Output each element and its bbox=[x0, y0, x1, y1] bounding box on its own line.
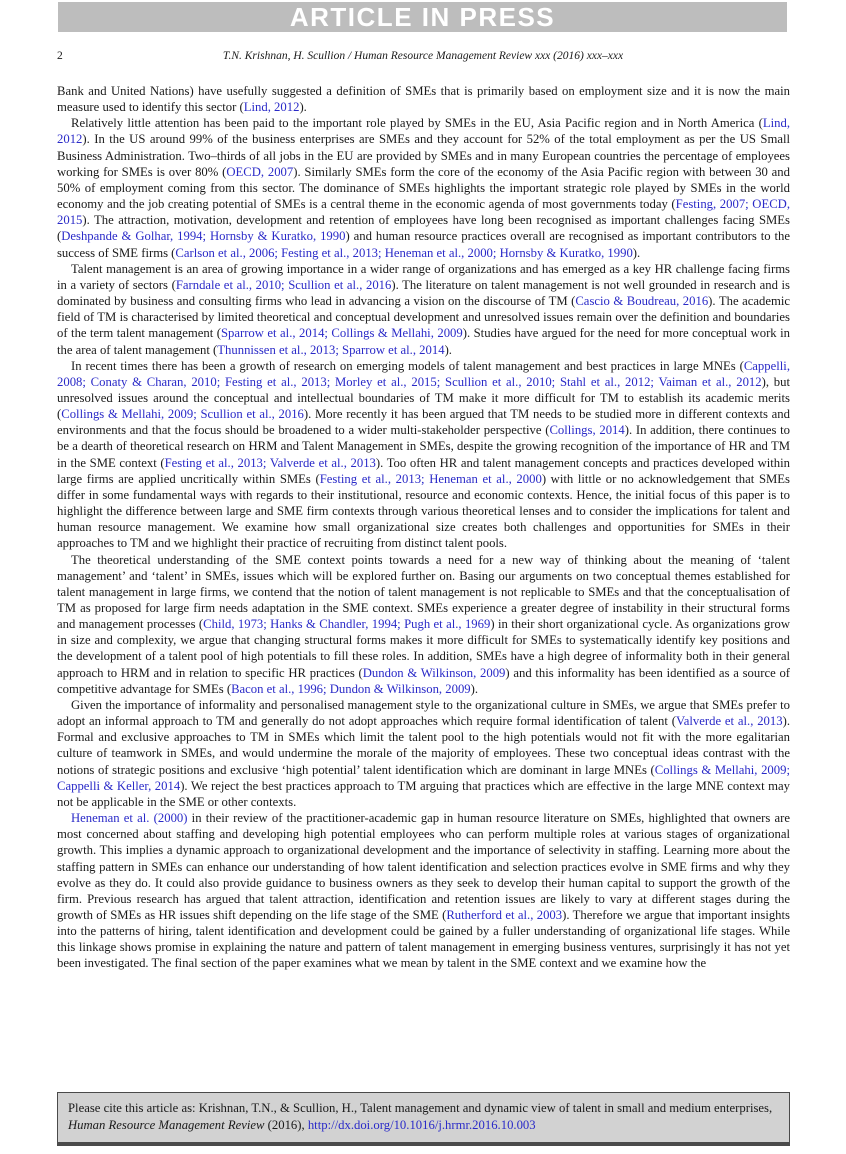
citation-link[interactable]: Sparrow et al., 2014; Collings & Mellahi, 2009 bbox=[220, 326, 463, 341]
body-text: ) and this informality has been identified as a source of competitive advantage for SMEs ( bbox=[57, 665, 790, 696]
body-text: ). bbox=[632, 245, 641, 260]
body-text: Given the importance of informality and personalised management style to the organizational culture in SMEs, we argue that SMEs prefer to adopt an informal approach to TM and generally do not adopt approaches which require formal identification of talent ( bbox=[57, 697, 790, 729]
citation-link[interactable]: Festing, 2007; OECD, 2015 bbox=[57, 197, 790, 228]
citation-link[interactable]: Thunnissen et al., 2013; Sparrow et al., 2014 bbox=[217, 342, 445, 357]
article-body bbox=[57, 83, 790, 1086]
body-text: ), but unresolved issues around the conceptual and intellectual boundaries of TM make it more difficult for TM to establish its academic merits ( bbox=[57, 374, 790, 422]
body-text: ). The literature on talent management is not well grounded in research and is dominated by business and consulting firms who lead in advancing a vision on the discourse of TM ( bbox=[57, 277, 790, 309]
paragraph bbox=[57, 552, 790, 697]
paragraph bbox=[57, 261, 790, 358]
citation-link[interactable]: Collings, 2014 bbox=[549, 423, 625, 438]
body-text: ). The academic field of TM is characterised by limited theoretical and conceptual development and unresolved issues remain over the definition and boundaries of the term talent management ( bbox=[57, 294, 790, 341]
body-text: Relatively little attention has been paid to the important role played by SMEs in the EU, Asia Pacific region and in North America ( bbox=[71, 116, 763, 131]
paragraph bbox=[57, 810, 790, 972]
body-text: ). In the US around 99% of the business enterprises are SMEs and they account for 52% of the total employment as per the US Small Business Administration. Two–thirds of all jobs in the EU are provided by SMEs and in many European countries the percentage of employees working for SMEs is over 80% ( bbox=[57, 132, 790, 179]
body-text: Please cite this article as: Krishnan, T.N., & Scullion, H., Talent management and dynamic view of talent in small and medium enterprises, bbox=[68, 1101, 773, 1115]
citation-link[interactable]: Heneman et al. (2000) bbox=[71, 811, 188, 826]
body-text: ) with little or no acknowledgement that SMEs differ in some fundamental ways with regards to their institutional, resource and economic contexts. Hence, the initial focus of this paper is to highlight the difference between large and SME firm contexts through various theoretical lenses and to consider the implications for talent and human resource management. We examine how small organizational size creates both challenges and opportunities for SMEs in their approaches to TM and we highlight their practice of recruiting from distinct talent pools. bbox=[57, 471, 790, 551]
citation-link[interactable]: Collings & Mellahi, 2009; Scullion et al., 2016 bbox=[61, 407, 304, 422]
body-text: ). Studies have argued for the need for more conceptual work in the area of talent management ( bbox=[57, 326, 790, 357]
citation-link[interactable]: Rutherford et al., 2003 bbox=[446, 907, 563, 922]
citation-link[interactable]: OECD, 2007 bbox=[226, 164, 294, 179]
body-text: ). Therefore we argue that important insights into the patterns of hiring, talent identification and development could be gained by a fuller understanding of organizational life stages. While this linkage shows promise in explaining the nature and pattern of talent management in emerging business ventures, surprisingly it has not yet been investigated. The final section of the paper examines what we mean by talent in the SME context and we examine how the bbox=[57, 907, 790, 971]
body-text: ). bbox=[470, 681, 479, 696]
citation-notice-box bbox=[57, 1092, 790, 1146]
body-text: Talent management is an area of growing importance in a wider range of organizations and has emerged as a key HR challenge facing firms in a variety of sectors ( bbox=[57, 261, 790, 292]
citation-link[interactable]: Valverde et al., 2013 bbox=[675, 714, 783, 729]
citation-link[interactable]: Festing et al., 2013; Valverde et al., 2013 bbox=[164, 455, 376, 470]
body-text: ) and human resource practices overall are recognised as important contributors to the success of SME firms ( bbox=[57, 229, 790, 260]
citation-link[interactable]: Dundon & Wilkinson, 2009 bbox=[362, 665, 506, 680]
banner-title: ARTICLE IN PRESS bbox=[289, 2, 556, 32]
body-text: ). The attraction, motivation, development and retention of employees have long been recognised as important challenges facing SMEs ( bbox=[57, 213, 790, 244]
body-text: (2016), bbox=[264, 1118, 308, 1132]
body-text: ). Similarly SMEs form the core of the economy of the Asia Pacific region with between 30 and 50% of employment coming from this sector. The dominance of SMEs highlights the important strategic role played by SMEs in the world economy and the job creating potential of SMEs is a central theme in the economic agenda of most governments today ( bbox=[57, 164, 790, 212]
body-text: In recent times there has been a growth of research on emerging models of talent management and best practices in large MNEs ( bbox=[71, 358, 744, 373]
citation-link[interactable]: Cappelli, 2008; Conaty & Charan, 2010; Festing et al., 2013; Morley et al., 2015; Scullion et al., 2010; Stahl et al., 2012; Vaiman et al., 2012 bbox=[57, 358, 790, 389]
citation-link[interactable]: Cascio & Boudreau, 2016 bbox=[575, 294, 709, 309]
body-text: ). More recently it has been argued that TM needs to be studied more in different contexts and environments and that the focus should be broadened to a wider multi-stakeholder perspective ( bbox=[57, 407, 790, 438]
running-head-text: T.N. Krishnan, H. Scullion / Human Resource Management Review xxx (2016) xxx–xxx bbox=[222, 50, 624, 62]
paragraph bbox=[57, 358, 790, 552]
citation-link[interactable]: Collings & Mellahi, 2009; Cappelli & Keller, 2014 bbox=[57, 762, 790, 793]
body-text: Bank and United Nations) have usefully suggested a definition of SMEs that is primarily based on employment size and it is now the main measure used to identify this sector ( bbox=[57, 84, 790, 115]
body-text: ). bbox=[299, 100, 307, 115]
doi-link[interactable]: http://dx.doi.org/10.1016/j.hrmr.2016.10.003 bbox=[307, 1118, 536, 1132]
running-head bbox=[57, 50, 789, 62]
citation-link[interactable]: Lind, 2012 bbox=[243, 100, 300, 115]
paragraph bbox=[57, 83, 790, 115]
citation-link[interactable]: Child, 1973; Hanks & Chandler, 1994; Pugh et al., 1969 bbox=[203, 617, 491, 632]
paragraph bbox=[57, 697, 790, 810]
citation-link[interactable]: Bacon et al., 1996; Dundon & Wilkinson, 2009 bbox=[231, 681, 471, 696]
citation-link[interactable]: Festing et al., 2013; Heneman et al., 2000 bbox=[319, 471, 542, 486]
body-text: ). We reject the best practices approach to TM arguing that practices which are effective in the large MNE context may not be applicable in the SME or other contexts. bbox=[57, 778, 790, 809]
citation-link[interactable]: Deshpande & Golhar, 1994; Hornsby & Kuratko, 1990 bbox=[61, 229, 346, 244]
body-text: ) in their short organizational cycle. As organizations grow in size and complexity, we argue that changing structural forms makes it more difficult for SMEs to systematically identify key positions and the development of a talent pool of high potentials to fill these roles. In addition, SMEs have a high degree of informality both in their general approach to HRM and in relation to specific HR practices ( bbox=[57, 617, 790, 680]
body-text: ). In addition, there continues to be a dearth of theoretical research on HRM and Talent Management in SMEs, despite the growing recognition of the importance of HR and TM in the SME context ( bbox=[57, 423, 790, 470]
article-in-press-banner bbox=[58, 2, 787, 32]
journal-name: Human Resource Management Review bbox=[68, 1118, 265, 1132]
citation-link[interactable]: Lind, 2012 bbox=[57, 116, 790, 147]
page-number: 2 bbox=[57, 50, 63, 62]
body-text: in their review of the practitioner-academic gap in human resource literature on SMEs, highlighted that owners are most concerned about staffing and developing high potential employees who can perform multiple roles at various stages of organizational growth. This implies a dynamic approach to organizational development and the importance of selectivity in staffing. Learning more about the staffing pattern in SMEs can enhance our understanding of how talent identification and selection practices evolve in SME firms and why they evolve as they do. It could also provide guidance to business owners as they seek to develop their human capital to support the growth of the firm. Previous research has argued that talent attraction, identification and retention issues are likely to vary at different stages during the growth of SMEs as HR issues shift depending on the life stage of the SME ( bbox=[57, 811, 790, 922]
body-text: ). bbox=[444, 342, 452, 357]
citation-link[interactable]: Farndale et al., 2010; Scullion et al., 2016 bbox=[175, 277, 392, 292]
citation-link[interactable]: Carlson et al., 2006; Festing et al., 2013; Heneman et al., 2000; Hornsby & Kuratko, 1990 bbox=[175, 245, 633, 260]
body-text: The theoretical understanding of the SME context points towards a need for a new way of thinking about the meaning of ‘talent management’ and ‘talent’ in SMEs, issues which will be explored further on. Basing our arguments on two conceptual themes established for talent management in large firms, we contend that the notion of talent management is not replicable to SMEs and that the conceptualisation of TM as proposed for large firm needs adaptation in the SME context. SMEs experience a greater degree of instability in their structural forms and management processes ( bbox=[57, 552, 790, 632]
body-text: ). Too often HR and talent management concepts and practices developed within large firms are applied uncritically within SMEs ( bbox=[57, 455, 790, 486]
body-text: ). Formal and exclusive approaches to TM in SMEs which limit the talent pool to the high potentials would not fit with the more egalitarian culture of teamwork in SMEs, and would undermine the morale of the majority of employees. These two conceptual ideas contrast with the notions of strategic positions and exclusive ‘high potential’ talent identification which are dominant in large MNEs ( bbox=[57, 714, 790, 777]
paragraph bbox=[57, 115, 790, 260]
